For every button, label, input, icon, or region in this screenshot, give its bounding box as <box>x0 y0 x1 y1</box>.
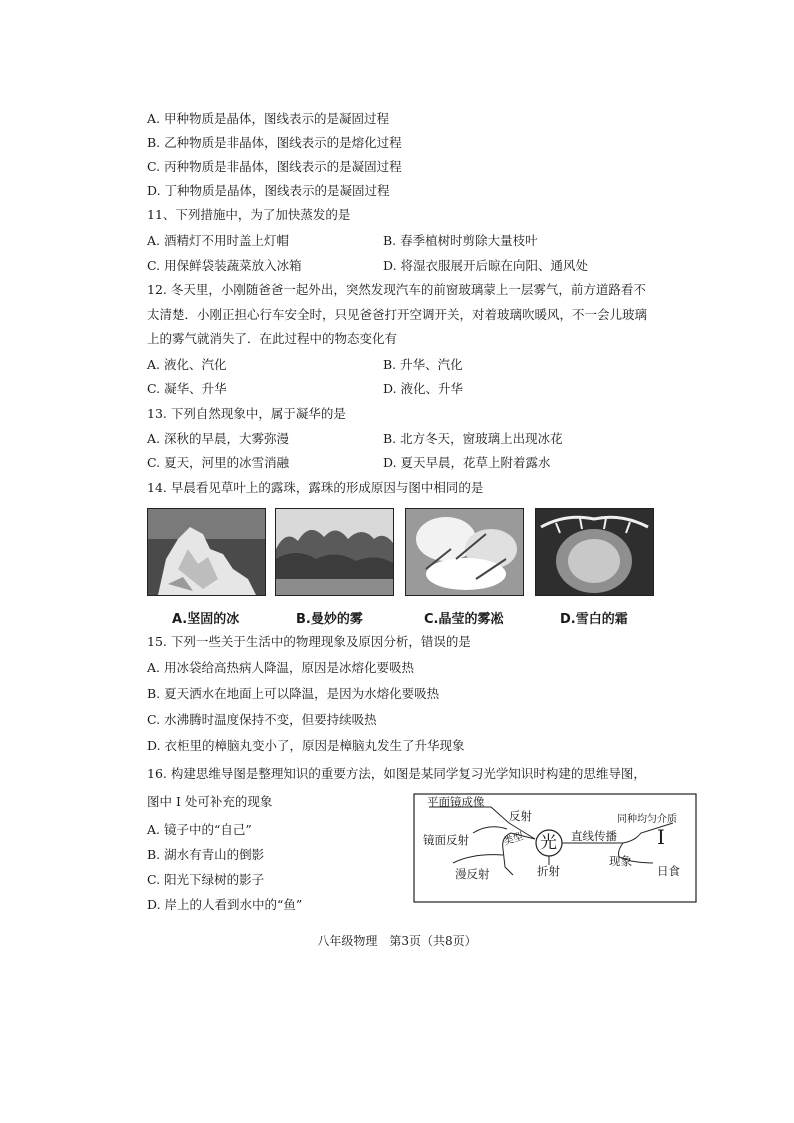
mm-reflection: 反射 <box>509 809 532 823</box>
q10-option-b: B. 乙种物质是非晶体，图线表示的是熔化过程 <box>147 135 402 150</box>
q13-option-a: A. 深秋的早晨，大雾弥漫 <box>147 431 289 446</box>
caption-c: C.晶莹的雾凇 <box>424 612 504 627</box>
q16-option-c: C. 阳光下绿树的影子 <box>147 872 265 887</box>
mm-type: 类型 <box>502 831 525 848</box>
mm-uniform-medium: 同种均匀介质 <box>617 814 677 825</box>
caption-d: D.雪白的霜 <box>560 612 628 627</box>
q12-option-d: D. 液化、升华 <box>383 381 464 396</box>
photo-frost <box>535 508 654 596</box>
q11-stem: 11、下列措施中，为了加快蒸发的是 <box>147 207 351 222</box>
mm-phenomenon: 现象 <box>609 854 632 868</box>
q16-stem-line-2: 图中 Ⅰ 处可补充的现象 <box>147 794 273 809</box>
q13-option-b: B. 北方冬天，窗玻璃上出现冰花 <box>383 431 563 446</box>
page-footer: 八年级物理 第3页（共8页） <box>317 934 477 948</box>
q12-option-a: A. 液化、汽化 <box>147 357 227 372</box>
q12-stem-line-3: 上的雾气就消失了．在此过程中的物态变化有 <box>147 331 398 346</box>
q16-option-d: D. 岸上的人看到水中的“鱼” <box>147 897 303 912</box>
photo-ice <box>147 508 266 596</box>
caption-b: B.曼妙的雾 <box>296 612 363 627</box>
q16-option-a: A. 镜子中的“自己” <box>147 822 252 837</box>
q12-option-b: B. 升华、汽化 <box>383 357 463 372</box>
mm-refraction: 折射 <box>537 864 560 878</box>
photo-rime <box>405 508 524 596</box>
q16-option-b: B. 湖水有青山的倒影 <box>147 847 265 862</box>
mm-rectilinear: 直线传播 <box>571 829 617 843</box>
q16-stem-line-1: 16. 构建思维导图是整理知识的重要方法，如图是某同学复习光学知识时构建的思维导图， <box>147 766 646 781</box>
q15-option-b: B. 夏天洒水在地面上可以降温，是因为水熔化要吸热 <box>147 686 440 701</box>
mm-solar-eclipse: 日食 <box>657 864 680 878</box>
q11-option-d: D. 将湿衣服展开后晾在向阳、通风处 <box>383 258 589 273</box>
q10-option-a: A. 甲种物质是晶体，图线表示的是凝固过程 <box>147 111 389 126</box>
q12-stem-line-2: 太清楚．小刚正担心行车安全时，只见爸爸打开空调开关，对着玻璃吹暖风，不一会儿玻璃 <box>147 307 648 322</box>
caption-a: A.坚固的冰 <box>172 612 240 627</box>
mm-specular-reflection: 镜面反射 <box>423 833 469 847</box>
mm-blank-i: Ⅰ <box>657 825 665 849</box>
mm-center-light: 光 <box>540 833 557 853</box>
q15-option-d: D. 衣柜里的樟脑丸变小了，原因是樟脑丸发生了升华现象 <box>147 738 465 753</box>
mm-diffuse-reflection: 漫反射 <box>455 867 490 881</box>
q13-stem: 13. 下列自然现象中，属于凝华的是 <box>147 406 346 421</box>
q12-stem-line-1: 12. 冬天里，小刚随爸爸一起外出，突然发现汽车的前窗玻璃蒙上一层雾气，前方道路看不 <box>147 282 646 297</box>
q15-option-c: C. 水沸腾时温度保持不变，但要持续吸热 <box>147 712 377 727</box>
q13-option-d: D. 夏天早晨，花草上附着露水 <box>383 455 551 470</box>
q10-option-c: C. 丙种物质是非晶体，图线表示的是凝固过程 <box>147 159 402 174</box>
q11-option-c: C. 用保鲜袋装蔬菜放入冰箱 <box>147 258 302 273</box>
mm-plane-mirror: 平面镜成像 <box>427 795 485 809</box>
q12-option-c: C. 凝华、升华 <box>147 381 227 396</box>
q14-stem: 14. 早晨看见草叶上的露珠，露珠的形成原因与图中相同的是 <box>147 480 484 495</box>
q11-option-b: B. 春季植树时剪除大量枝叶 <box>383 233 538 248</box>
photo-fog <box>275 508 394 596</box>
light-mind-map <box>413 793 697 903</box>
q15-option-a: A. 用冰袋给高热病人降温，原因是冰熔化要吸热 <box>147 660 414 675</box>
q15-stem: 15. 下列一些关于生活中的物理现象及原因分析，错误的是 <box>147 634 471 649</box>
q11-option-a: A. 酒精灯不用时盖上灯帽 <box>147 233 289 248</box>
q10-option-d: D. 丁种物质是晶体，图线表示的是凝固过程 <box>147 183 390 198</box>
q13-option-c: C. 夏天，河里的冰雪消融 <box>147 455 290 470</box>
